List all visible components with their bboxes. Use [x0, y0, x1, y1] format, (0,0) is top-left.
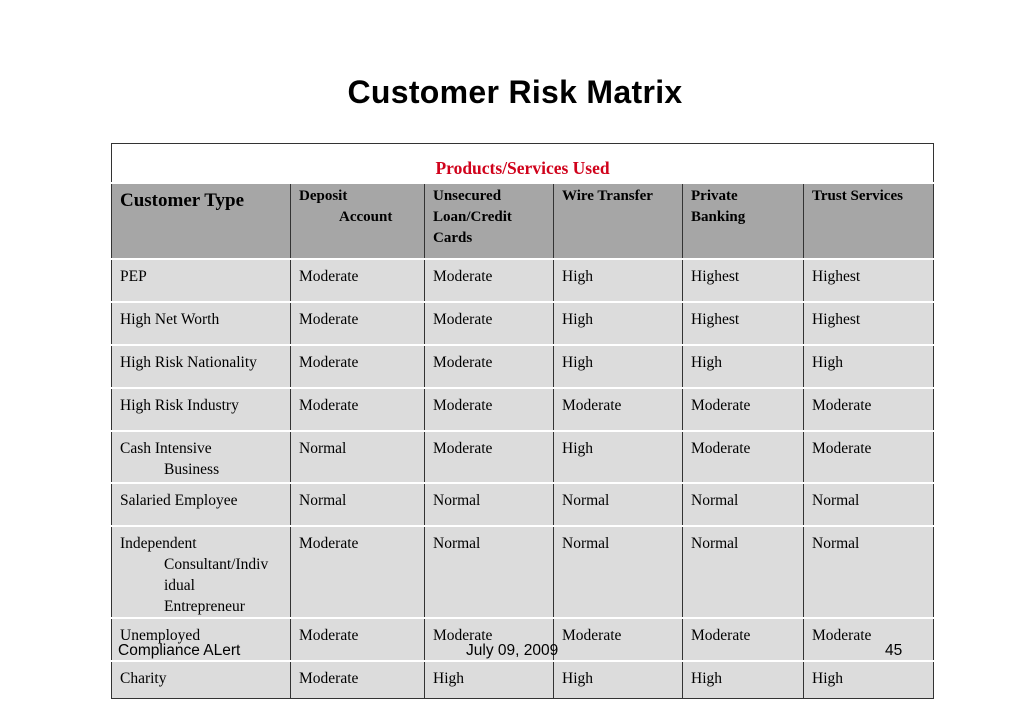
- risk-level-cell: Moderate: [425, 431, 554, 483]
- customer-type-label: High Net Worth: [120, 311, 220, 328]
- customer-type-label: Business: [164, 461, 220, 478]
- products-header-label: Products/Services Used: [435, 158, 610, 178]
- customer-type-cell: [112, 431, 291, 483]
- risk-level-cell: High: [804, 661, 934, 699]
- risk-level-cell: Moderate: [291, 259, 425, 302]
- col-header-private-line1: Private: [691, 188, 738, 204]
- customer-type-label: Independent: [120, 535, 197, 552]
- risk-level-cell: High: [554, 345, 683, 388]
- col-header-customer-type: Customer Type: [112, 183, 291, 259]
- col-header-deposit: [291, 183, 425, 259]
- customer-type-cell: [112, 302, 291, 345]
- risk-level-cell: Normal: [425, 526, 554, 618]
- table-row: [112, 302, 934, 345]
- col-header-trust: Trust Services: [804, 183, 934, 259]
- customer-type-cell: [112, 345, 291, 388]
- risk-level-cell: High: [425, 661, 554, 699]
- col-header-private: [683, 183, 804, 259]
- column-header-row: [112, 183, 934, 259]
- risk-level-cell: Moderate: [425, 345, 554, 388]
- col-header-deposit-line1: Deposit: [299, 188, 348, 204]
- risk-level-cell: Moderate: [554, 618, 683, 661]
- risk-level-cell: High: [554, 259, 683, 302]
- risk-level-cell: Highest: [804, 302, 934, 345]
- risk-level-cell: Moderate: [804, 431, 934, 483]
- slide-title: Customer Risk Matrix: [347, 74, 683, 110]
- table-row: [112, 431, 934, 483]
- table-row: [112, 388, 934, 431]
- col-header-unsecured-line1: Unsecured: [433, 188, 502, 204]
- customer-type-label: Charity: [120, 670, 167, 687]
- risk-level-cell: High: [804, 345, 934, 388]
- risk-level-cell: Moderate: [425, 388, 554, 431]
- risk-level-cell: Normal: [291, 431, 425, 483]
- risk-level-cell: High: [683, 345, 804, 388]
- table-row: [112, 345, 934, 388]
- col-header-unsecured-line3: Cards: [433, 230, 473, 246]
- risk-level-cell: Normal: [554, 483, 683, 526]
- risk-level-cell: Moderate: [291, 618, 425, 661]
- table-row: [112, 259, 934, 302]
- customer-type-label: Cash Intensive: [120, 440, 212, 457]
- table-row: [112, 483, 934, 526]
- risk-level-cell: High: [554, 302, 683, 345]
- customer-type-cell: [112, 526, 291, 618]
- col-header-deposit-line2: Account: [339, 209, 393, 225]
- risk-level-cell: Moderate: [804, 388, 934, 431]
- risk-level-cell: Normal: [683, 526, 804, 618]
- customer-type-cell: [112, 388, 291, 431]
- risk-level-cell: Moderate: [291, 302, 425, 345]
- customer-type-label: Consultant/Indiv: [164, 556, 269, 573]
- customer-type-label: High Risk Nationality: [120, 354, 257, 371]
- footer-date: July 09, 2009: [466, 642, 559, 659]
- risk-level-cell: Moderate: [425, 618, 554, 661]
- col-header-unsecured-line2: Loan/Credit: [433, 209, 512, 225]
- risk-level-cell: Moderate: [425, 302, 554, 345]
- risk-level-cell: Highest: [683, 302, 804, 345]
- customer-type-label: High Risk Industry: [120, 397, 239, 414]
- customer-type-label: Unemployed: [120, 627, 201, 644]
- risk-level-cell: Highest: [804, 259, 934, 302]
- risk-level-cell: Moderate: [291, 345, 425, 388]
- risk-level-cell: Highest: [683, 259, 804, 302]
- products-header-cell: [112, 144, 934, 184]
- risk-level-cell: Moderate: [804, 618, 934, 661]
- matrix-body: [112, 259, 934, 699]
- table-row: [112, 526, 934, 618]
- footer-page-number: 45: [885, 642, 903, 659]
- col-header-wire: Wire Transfer: [554, 183, 683, 259]
- risk-level-cell: High: [554, 661, 683, 699]
- col-header-unsecured: [425, 183, 554, 259]
- risk-level-cell: Normal: [804, 483, 934, 526]
- risk-level-cell: Moderate: [291, 661, 425, 699]
- footer-company: Compliance ALert: [118, 642, 241, 659]
- customer-risk-table: [111, 143, 934, 699]
- table-row: [112, 661, 934, 699]
- risk-level-cell: Moderate: [683, 388, 804, 431]
- risk-level-cell: High: [554, 431, 683, 483]
- customer-type-label: Salaried Employee: [120, 492, 238, 509]
- risk-level-cell: Normal: [804, 526, 934, 618]
- customer-type-label: Entrepreneur: [164, 598, 245, 615]
- risk-level-cell: Normal: [291, 483, 425, 526]
- risk-level-cell: Moderate: [291, 526, 425, 618]
- customer-type-cell: [112, 483, 291, 526]
- risk-level-cell: Normal: [425, 483, 554, 526]
- col-header-private-line2: Banking: [691, 209, 746, 225]
- products-header-row: [112, 144, 934, 184]
- risk-level-cell: Moderate: [291, 388, 425, 431]
- risk-level-cell: Normal: [554, 526, 683, 618]
- risk-level-cell: Moderate: [425, 259, 554, 302]
- customer-type-label: PEP: [120, 268, 147, 285]
- risk-level-cell: Moderate: [683, 431, 804, 483]
- customer-type-cell: [112, 661, 291, 699]
- risk-level-cell: High: [683, 661, 804, 699]
- customer-type-label: idual: [164, 577, 195, 594]
- risk-level-cell: Moderate: [683, 618, 804, 661]
- risk-level-cell: Moderate: [554, 388, 683, 431]
- risk-level-cell: Normal: [683, 483, 804, 526]
- customer-type-cell: [112, 259, 291, 302]
